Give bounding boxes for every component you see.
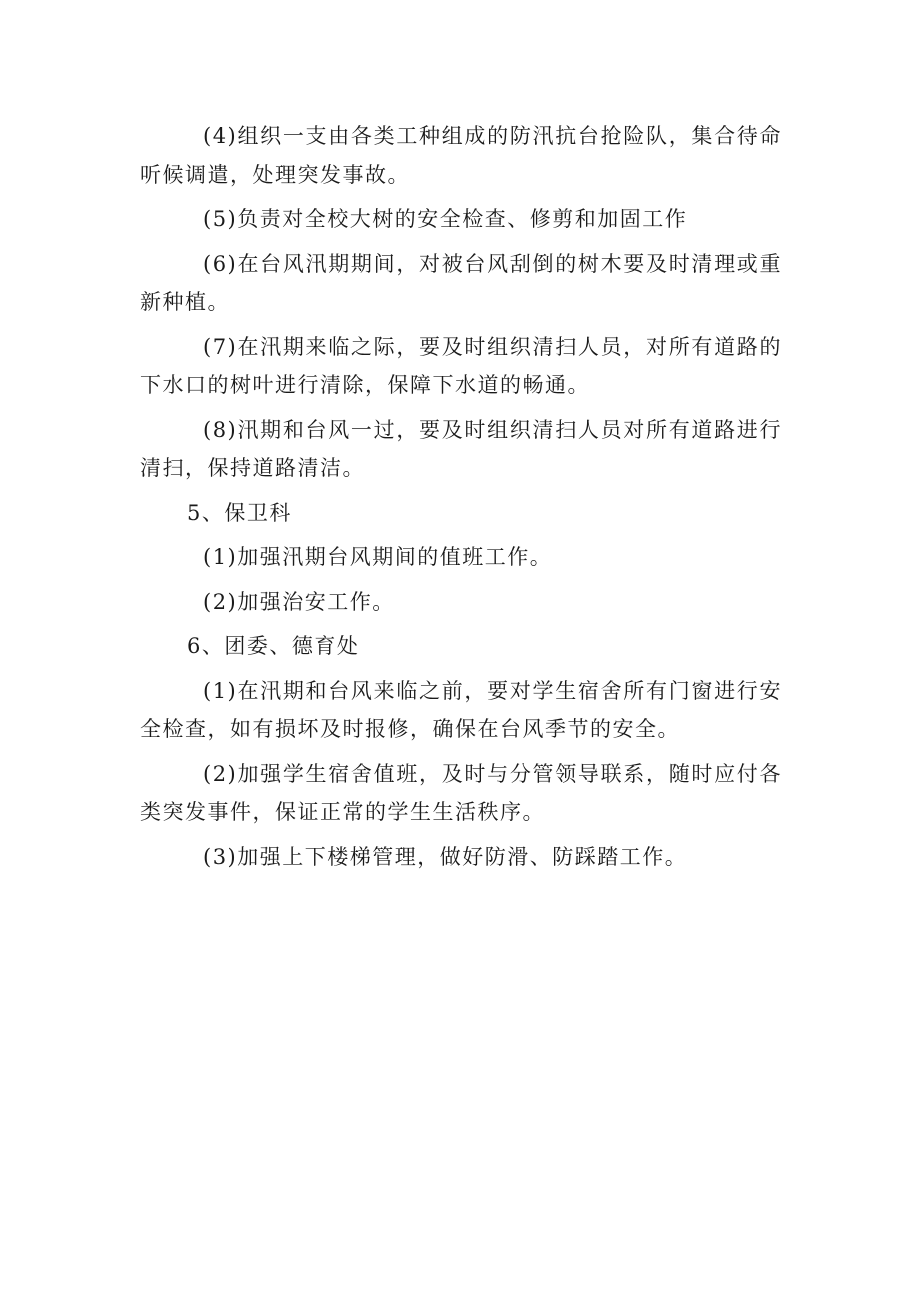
item-3-stair-safety: (3)加强上下楼梯管理，做好防滑、防踩踏工作。	[203, 844, 688, 869]
item-2-public-security: (2)加强治安工作。	[203, 589, 395, 614]
section-heading-youth-league: 6、团委、德育处	[187, 634, 360, 658]
item-7-clear-drains: (7)在汛期来临之际，要及时组织清扫人员，对所有道路的下水口的树叶进行清除，保障下水道的畅通。	[140, 334, 782, 397]
item-8-clean-roads: (8)汛期和台风一过，要及时组织清扫人员对所有道路进行清扫，保持道路清洁。	[140, 417, 782, 480]
item-5-tree-inspection: (5)负责对全校大树的安全检查、修剪和加固工作	[203, 207, 688, 231]
item-1-dorm-inspection: (1)在汛期和台风来临之前，要对学生宿舍所有门窗进行安全检查，如有损坏及时报修，确保在台风季节的安全。	[140, 678, 782, 741]
item-4-tree-rescue-team: (4)组织一支由各类工种组成的防汛抗台抢险队，集合待命听候调遣，处理突发事故。	[140, 124, 782, 187]
item-6-replant-trees: (6)在台风汛期期间，对被台风刮倒的树木要及时清理或重新种植。	[140, 251, 782, 314]
item-1-duty-shift: (1)加强汛期台风期间的值班工作。	[203, 545, 553, 569]
section-heading-security: 5、保卫科	[187, 500, 292, 525]
item-2-dorm-duty: (2)加强学生宿舍值班，及时与分管领导联系，随时应付各类突发事件，保证正常的学生生活秩序。	[140, 761, 782, 824]
document-page	[140, 117, 782, 882]
